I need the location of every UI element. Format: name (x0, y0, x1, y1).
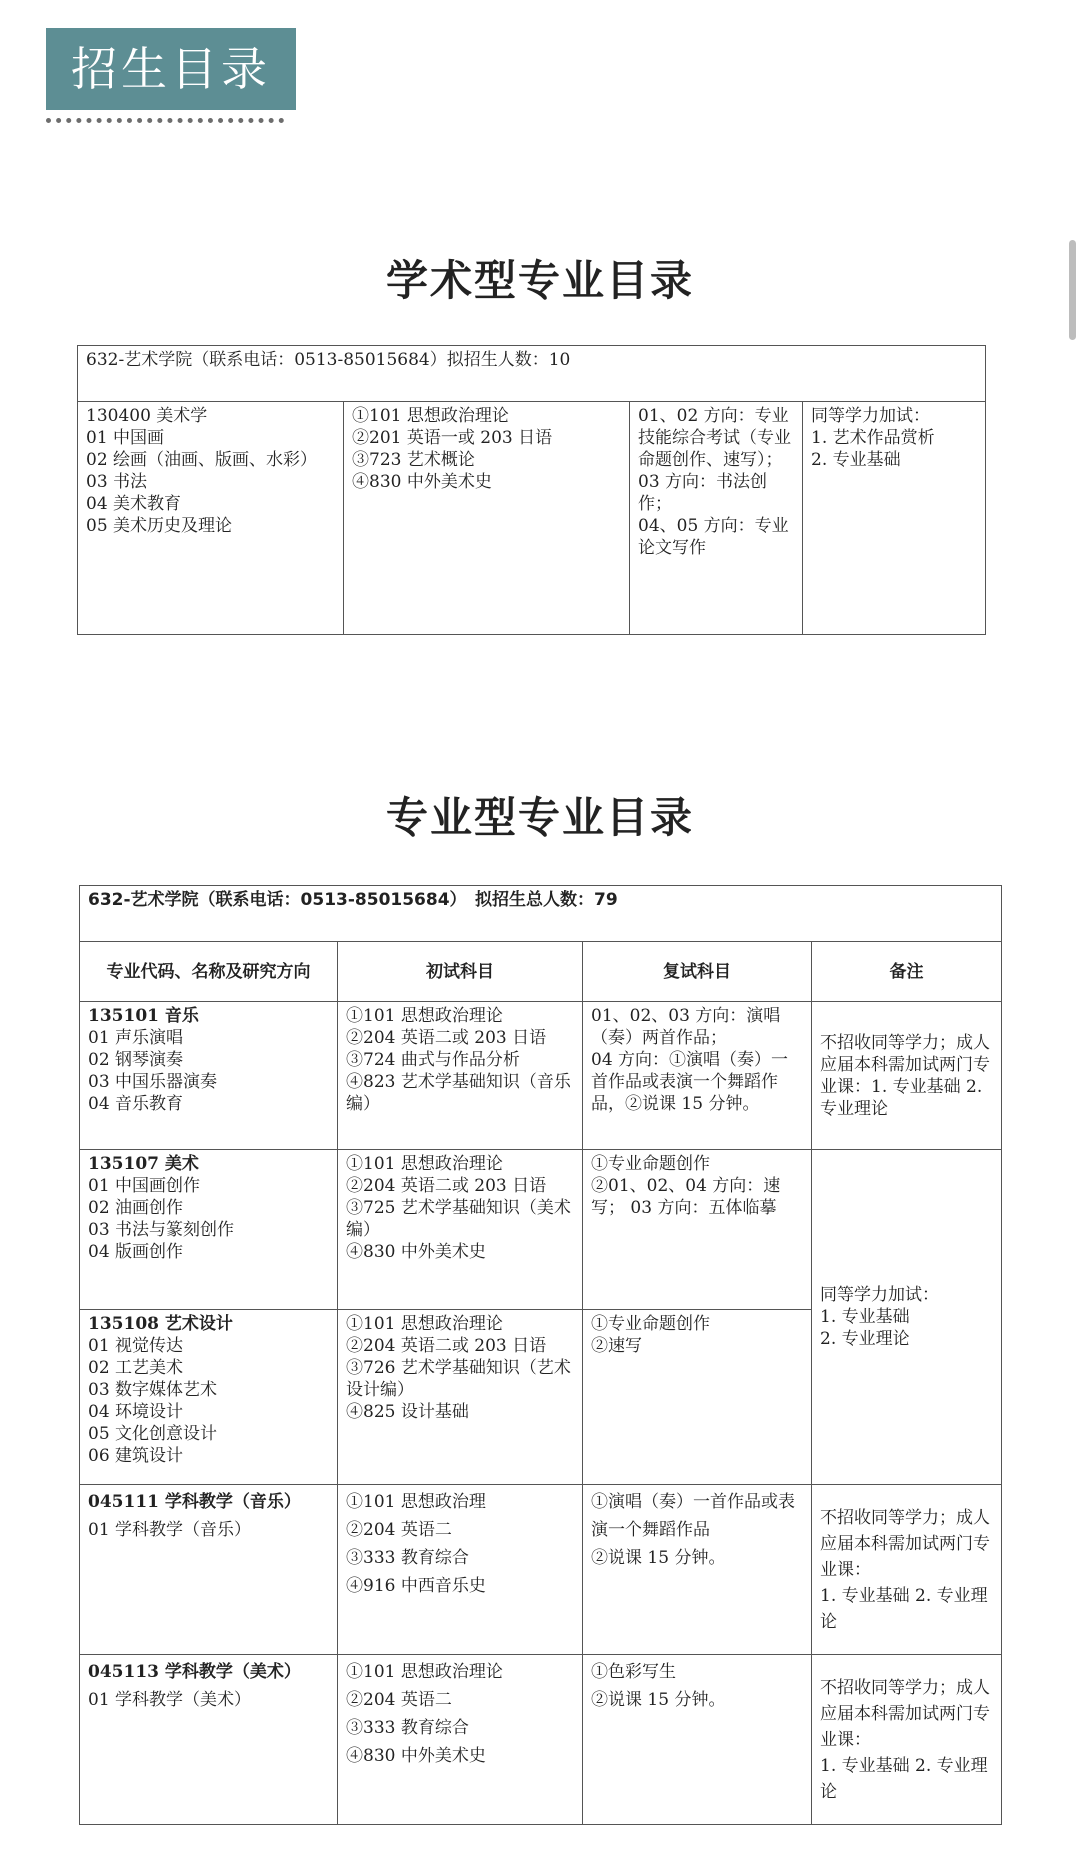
major-title: 045111 学科教学（音乐） (88, 1492, 301, 1512)
notes-cell (812, 1485, 1002, 1655)
note-line: 1. 专业基础 2. 专业理论 (820, 1585, 988, 1632)
retest-item: 01、02、03 方向：演唱（奏）两首作品； (591, 1006, 781, 1048)
major-cell (78, 402, 344, 635)
academic-catalog-title: 学术型专业目录 (385, 256, 694, 305)
exam-cell (338, 1310, 583, 1485)
exam-subject: ①101 思想政治理论 (352, 406, 509, 426)
note-line: 不招收同等学力；成人应届本科需加试两门专业课： (820, 1677, 990, 1750)
direction-item: 02 绘画（油画、版画、水彩） (86, 450, 318, 470)
direction-item: 05 美术历史及理论 (86, 516, 233, 536)
exam-subject: ③333 教育综合 (346, 1718, 469, 1738)
note-line: 1. 专业基础 2. 专业理论 (820, 1755, 988, 1802)
major-cell (80, 1310, 338, 1485)
retest-item: ①色彩写生 (591, 1662, 676, 1682)
direction-item: 05 文化创意设计 (88, 1424, 218, 1444)
notes-cell (803, 402, 986, 635)
note-line: 同等学力加试： (820, 1285, 939, 1305)
note-line: 1. 艺术作品赏析 (811, 428, 935, 448)
major-title: 135107 美术 (88, 1154, 199, 1174)
major-title: 135108 艺术设计 (88, 1314, 233, 1334)
direction-item: 01 学科教学（音乐） (88, 1520, 252, 1540)
retest-item: ②01、02、04 方向：速写； 03 方向：五体临摹 (591, 1176, 781, 1218)
exam-subject: ②204 英语二或 203 日语 (346, 1176, 547, 1196)
direction-item: 02 工艺美术 (88, 1358, 184, 1378)
professional-catalog-title: 专业型专业目录 (385, 793, 694, 842)
note-line: 1. 专业基础 (820, 1307, 910, 1327)
exam-subject: ③726 艺术学基础知识（艺术设计编） (346, 1358, 571, 1400)
retest-item: ②说课 15 分钟。 (591, 1690, 726, 1710)
note-line: 2. 专业理论 (820, 1329, 910, 1349)
direction-item: 01 视觉传达 (88, 1336, 184, 1356)
retest-item: ①演唱（奏）一首作品或表演一个舞蹈作品 (591, 1492, 795, 1540)
direction-item: 02 油画创作 (88, 1198, 184, 1218)
exam-subject: ②204 英语二 (346, 1690, 452, 1710)
exam-subject: ②204 英语二或 203 日语 (346, 1028, 547, 1048)
professional-catalog-table (79, 885, 1002, 1825)
retest-cell (583, 1150, 812, 1310)
exam-subject: ③725 艺术学基础知识（美术编） (346, 1198, 571, 1240)
direction-item: 06 建筑设计 (88, 1446, 184, 1466)
retest-item: ①专业命题创作 (591, 1154, 710, 1174)
exam-subject: ④830 中外美术史 (352, 472, 492, 492)
direction-item: 04 版画创作 (88, 1242, 184, 1262)
exam-subject: ③724 曲式与作品分析 (346, 1050, 520, 1070)
exam-cell (338, 1150, 583, 1310)
retest-item: 03 方向：书法创作； (638, 472, 768, 514)
table-row (80, 1150, 1002, 1310)
retest-item: ②说课 15 分钟。 (591, 1548, 726, 1568)
note-line: 同等学力加试： (811, 406, 930, 426)
major-cell (80, 1002, 338, 1150)
major-cell (80, 1655, 338, 1825)
exam-subject: ④830 中外美术史 (346, 1242, 486, 1262)
note-line: 不招收同等学力；成人应届本科需加试两门专业课：1. 专业基础 2. 专业理论 (820, 1032, 990, 1119)
direction-item: 04 美术教育 (86, 494, 182, 514)
retest-cell (583, 1310, 812, 1485)
exam-subject: ①101 思想政治理论 (346, 1314, 503, 1334)
direction-item: 03 书法 (86, 472, 148, 492)
academic-catalog-table (77, 345, 986, 635)
column-header: 初试科目 (338, 942, 583, 1002)
notes-cell (812, 1150, 1002, 1485)
retest-item: ①专业命题创作 (591, 1314, 710, 1334)
exam-subject: ④916 中西音乐史 (346, 1576, 486, 1596)
direction-item: 01 声乐演唱 (88, 1028, 184, 1048)
section-banner: 招生目录 (46, 28, 296, 110)
direction-item: 04 环境设计 (88, 1402, 184, 1422)
retest-item: ②速写 (591, 1336, 642, 1356)
direction-item: 01 中国画创作 (88, 1176, 201, 1196)
exam-subject: ③333 教育综合 (346, 1548, 469, 1568)
note-line: 不招收同等学力；成人应届本科需加试两门专业课： (820, 1507, 990, 1580)
exam-subject: ①101 思想政治理论 (346, 1006, 503, 1026)
exam-subject: ②201 英语一或 203 日语 (352, 428, 553, 448)
retest-item: 04 方向：①演唱（奏）一首作品或表演一个舞蹈作品，②说课 15 分钟。 (591, 1050, 789, 1114)
banner-divider (46, 118, 284, 123)
direction-item: 03 数字媒体艺术 (88, 1380, 218, 1400)
exam-subject: ②204 英语二或 203 日语 (346, 1336, 547, 1356)
direction-item: 01 学科教学（美术） (88, 1690, 252, 1710)
table-header-row (80, 942, 1002, 1002)
table-row (80, 1485, 1002, 1655)
exam-cell (338, 1485, 583, 1655)
table-row (78, 402, 986, 635)
direction-item: 04 音乐教育 (88, 1094, 184, 1114)
table-row (80, 1655, 1002, 1825)
note-line: 2. 专业基础 (811, 450, 901, 470)
table-row (80, 1002, 1002, 1150)
direction-item: 03 中国乐器演奏 (88, 1072, 218, 1092)
direction-item: 02 钢琴演奏 (88, 1050, 184, 1070)
column-header: 专业代码、名称及研究方向 (80, 942, 338, 1002)
notes-cell (812, 1002, 1002, 1150)
academic-header: 632-艺术学院（联系电话：0513-85015684）拟招生人数：10 (78, 346, 986, 402)
exam-subject: ④825 设计基础 (346, 1402, 469, 1422)
major-title: 045113 学科教学（美术） (88, 1662, 301, 1682)
major-cell (80, 1485, 338, 1655)
exam-subject: ①101 思想政治理论 (346, 1662, 503, 1682)
exam-subject: ③723 艺术概论 (352, 450, 475, 470)
notes-cell (812, 1655, 1002, 1825)
exam-cell (344, 402, 630, 635)
direction-item: 01 中国画 (86, 428, 165, 448)
column-header: 备注 (812, 942, 1002, 1002)
retest-item: 04、05 方向：专业论文写作 (638, 516, 789, 558)
exam-subject: ②204 英语二 (346, 1520, 452, 1540)
exam-subject: ①101 思想政治理 (346, 1492, 486, 1512)
direction-item: 03 书法与篆刻创作 (88, 1220, 235, 1240)
major-title: 135101 音乐 (88, 1006, 199, 1026)
exam-cell (338, 1002, 583, 1150)
exam-cell (338, 1655, 583, 1825)
exam-subject: ④823 艺术学基础知识（音乐编） (346, 1072, 571, 1114)
retest-item: 01、02 方向：专业技能综合考试（专业命题创作、速写）； (638, 406, 791, 470)
major-title: 130400 美术学 (86, 406, 208, 426)
major-cell (80, 1150, 338, 1310)
retest-cell (630, 402, 803, 635)
professional-header: 632-艺术学院（联系电话：0513-85015684） 拟招生总人数：79 (80, 886, 1002, 942)
retest-cell (583, 1002, 812, 1150)
exam-subject: ④830 中外美术史 (346, 1746, 486, 1766)
column-header: 复试科目 (583, 942, 812, 1002)
exam-subject: ①101 思想政治理论 (346, 1154, 503, 1174)
retest-cell (583, 1655, 812, 1825)
retest-cell (583, 1485, 812, 1655)
